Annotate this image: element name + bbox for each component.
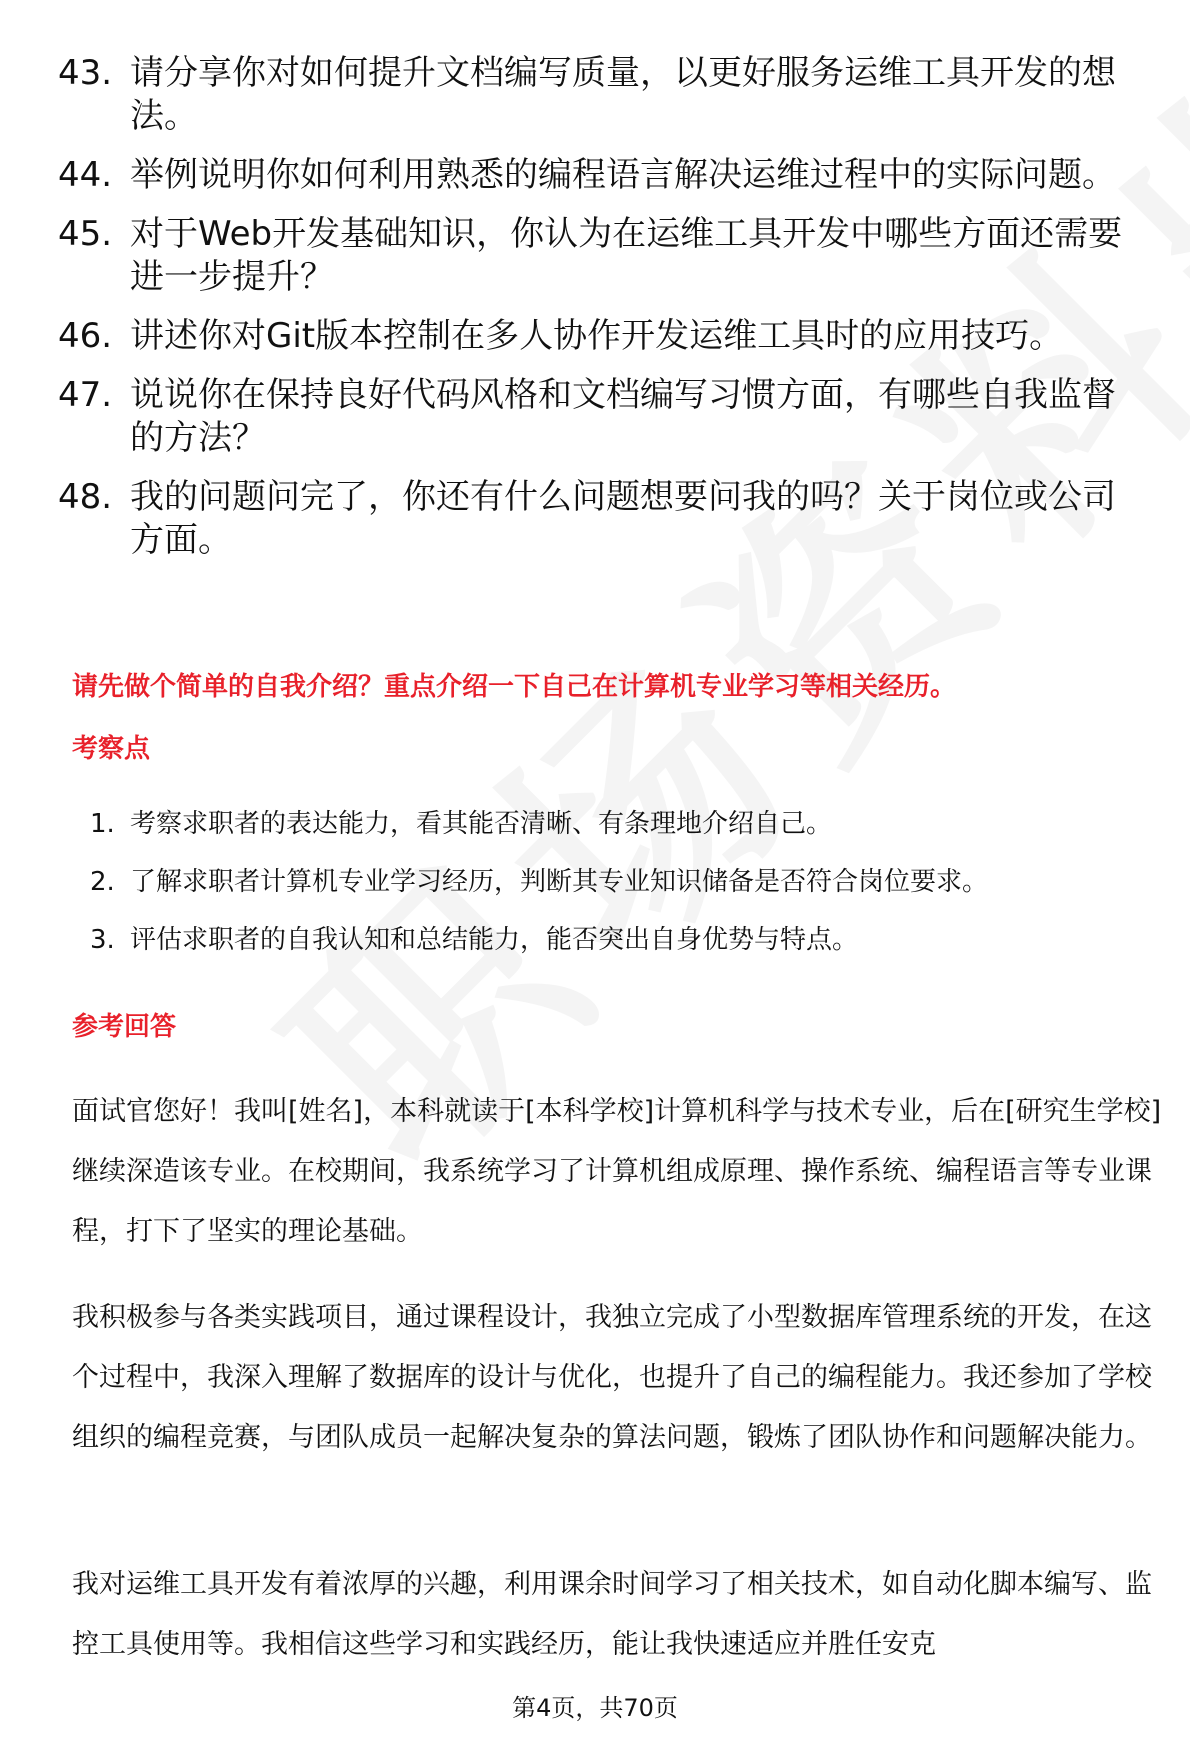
question-item xyxy=(58,213,1158,299)
answer-paragraph: 我积极参与各类实践项目，通过课程设计，我独立完成了小型数据库管理系统的开发，在这个过程中，我深入理解了数据库的设计与优化，也提升了自己的编程能力。我还参加了学校组织的编程竞赛，与团队成员一起解决复杂的算法问题，锻炼了团队协作和问题解决能力。 xyxy=(72,1302,1152,1453)
question-text: 我的问题问完了，你还有什么问题想要问我的吗？关于岗位或公司方面。 xyxy=(130,477,1116,560)
point-text: 评估求职者的自我认知和总结能力，能否突出自身优势与特点。 xyxy=(130,925,859,955)
point-number: 1. xyxy=(90,809,115,839)
question-text: 举例说明你如何利用熟悉的编程语言解决运维过程中的实际问题。 xyxy=(130,155,1116,195)
points-list xyxy=(90,807,1140,981)
question-number: 43. xyxy=(58,53,113,93)
point-text: 考察求职者的表达能力，看其能否清晰、有条理地介绍自己。 xyxy=(130,809,833,839)
question-text: 讲述你对Git版本控制在多人协作开发运维工具时的应用技巧。 xyxy=(130,316,1064,356)
question-text: 说说你在保持良好代码风格和文档编写习惯方面，有哪些自我监督的方法？ xyxy=(130,375,1116,458)
point-number: 2. xyxy=(90,867,115,897)
question-item xyxy=(58,315,1158,358)
question-text: 对于Web开发基础知识，你认为在运维工具开发中哪些方面还需要进一步提升？ xyxy=(130,214,1123,297)
point-text: 了解求职者计算机专业学习经历，判断其专业知识储备是否符合岗位要求。 xyxy=(130,867,989,897)
question-list xyxy=(58,52,1158,578)
page-footer: 第4页，共70页 xyxy=(512,1694,678,1722)
points-heading: 考察点 xyxy=(72,734,151,764)
answer-paragraph: 面试官您好！我叫[姓名]，本科就读于[本科学校]计算机科学与技术专业，后在[研究生学校]继续深造该专业。在校期间，我系统学习了计算机组成原理、操作系统、编程语言等专业课程，打下了坚实的理论基础。 xyxy=(72,1096,1162,1247)
point-number: 3. xyxy=(90,925,115,955)
question-number: 45. xyxy=(58,214,113,254)
answer-paragraph: 我对运维工具开发有着浓厚的兴趣，利用课余时间学习了相关技术，如自动化脚本编写、监控工具使用等。我相信这些学习和实践经历，能让我快速适应并胜任安克 xyxy=(72,1569,1152,1660)
question-text: 请分享你对如何提升文档编写质量，以更好服务运维工具开发的想法。 xyxy=(130,53,1116,136)
question-number: 44. xyxy=(58,155,113,195)
point-item xyxy=(90,807,1140,865)
point-item xyxy=(90,923,1140,981)
featured-question: 请先做个简单的自我介绍？重点介绍一下自己在计算机专业学习等相关经历。 xyxy=(72,672,957,702)
question-number: 47. xyxy=(58,375,113,415)
question-item xyxy=(58,476,1158,562)
point-item xyxy=(90,865,1140,923)
question-item xyxy=(58,154,1158,197)
question-item xyxy=(58,52,1158,138)
question-number: 48. xyxy=(58,477,113,517)
answer-heading: 参考回答 xyxy=(72,1012,177,1042)
question-item xyxy=(58,374,1158,460)
question-number: 46. xyxy=(58,316,113,356)
